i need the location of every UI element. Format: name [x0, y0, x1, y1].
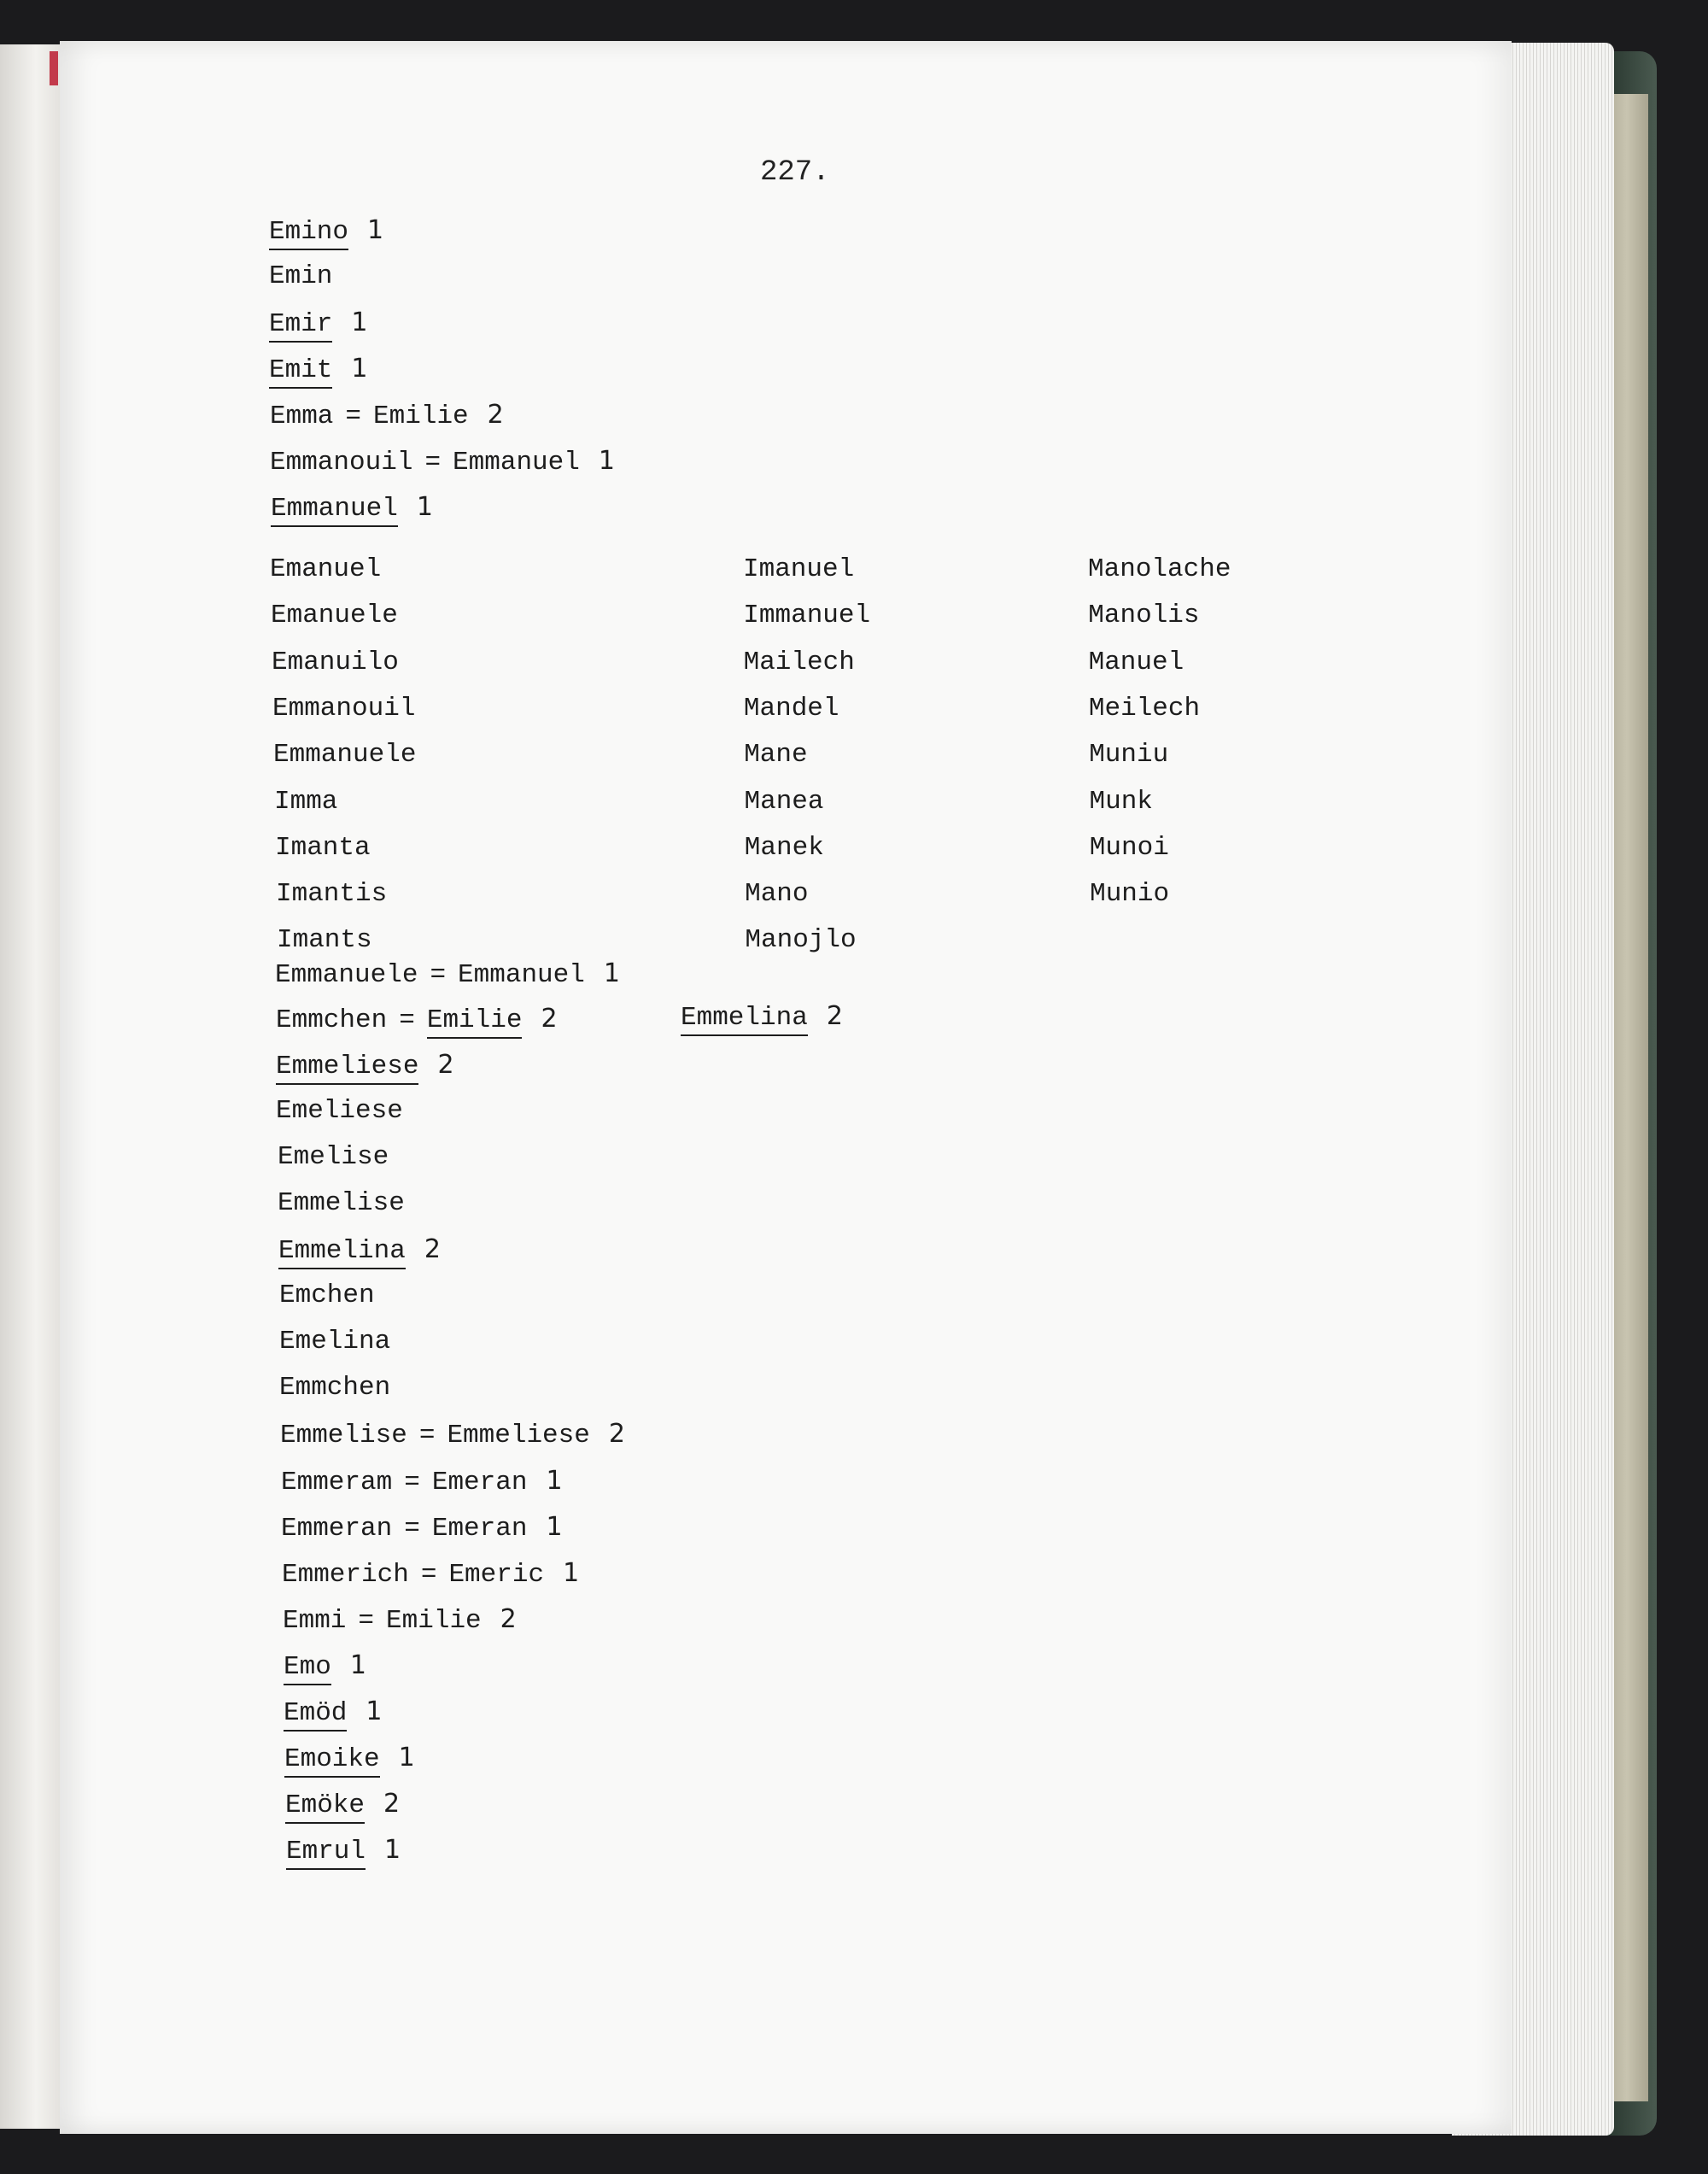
index-entry [276, 1094, 403, 1128]
entry-count: 1 [546, 1512, 563, 1542]
entry-count: 2 [608, 1419, 625, 1449]
entry-name: Emoike [284, 1744, 380, 1778]
variant-name: Emanuilo [272, 647, 399, 677]
equals-sign: = [404, 1468, 420, 1497]
variant-name: Manolache [1088, 554, 1231, 584]
variant-name: Mano [745, 879, 809, 910]
entry-name: Emmanouil [270, 448, 413, 478]
index-entry [269, 352, 368, 388]
index-entry [270, 444, 615, 480]
index-entry [281, 1510, 563, 1546]
entry-count: 2 [487, 400, 504, 430]
variant-name: Emmanuele [273, 740, 417, 771]
entry-name: Emeliese [276, 1096, 403, 1126]
index-entry [282, 1556, 579, 1592]
entry-name: Emmchen [276, 1005, 388, 1035]
entry-count: 1 [351, 308, 368, 337]
variant-name: Meilech [1088, 693, 1201, 724]
equals-sign: = [358, 1606, 375, 1636]
entry-name: Emmeram [281, 1468, 393, 1497]
equals-sign: = [345, 401, 362, 431]
entry-count: 1 [366, 1696, 383, 1726]
entry-name: Emchen [279, 1280, 375, 1310]
index-entry [281, 1464, 563, 1500]
variant-name: Immanuel [743, 601, 871, 631]
variant-name: Munio [1090, 879, 1170, 910]
index-entry [279, 1371, 390, 1405]
entry-name: Emmelina [681, 1003, 808, 1036]
entry-name: Emmelise [280, 1421, 407, 1450]
variant-name: Imanuel [743, 554, 855, 584]
equals-sign: = [418, 1421, 436, 1450]
book-page [60, 41, 1512, 2134]
entry-name: Emmchen [279, 1373, 391, 1403]
index-entry [279, 1325, 390, 1359]
entry-name: Emmelina [278, 1236, 406, 1269]
index-entry [279, 1279, 375, 1313]
entry-count: 1 [598, 446, 615, 476]
variant-name: Imantis [276, 879, 388, 910]
entry-name: Emmanuele [275, 960, 418, 990]
index-entry [280, 1417, 625, 1453]
index-entry [681, 999, 843, 1035]
entry-count: 1 [546, 1466, 563, 1496]
entry-name: Emmeran [281, 1514, 393, 1544]
left-page-edge [0, 44, 62, 2129]
equals-sign: = [399, 1005, 415, 1035]
index-entry [286, 1833, 401, 1869]
entry-count: 1 [351, 354, 368, 384]
entry-target: Emeran [431, 1514, 528, 1544]
variant-name: Munoi [1089, 832, 1169, 863]
variant-name: Manuel [1088, 647, 1184, 677]
entry-name: Emmelise [278, 1188, 405, 1218]
index-entry [276, 1048, 454, 1084]
entry-name: Emelise [278, 1142, 389, 1172]
entry-target: Emilie [373, 401, 469, 431]
entry-name: Emmerich [282, 1560, 409, 1590]
index-entry [275, 957, 620, 993]
entry-name: Emino [269, 217, 348, 250]
equals-sign: = [430, 960, 447, 990]
entry-name: Emo [284, 1652, 331, 1685]
variant-name: Emanuele [271, 601, 398, 631]
entry-count: 1 [367, 215, 384, 245]
index-entry [278, 1140, 389, 1175]
variant-name: Mandel [743, 693, 839, 724]
entry-name: Emir [269, 309, 332, 343]
entry-target: Emmanuel [453, 448, 580, 478]
entry-target: Emeric [448, 1560, 545, 1590]
entry-name: Emmeliese [276, 1052, 418, 1085]
entry-target: Emilie [427, 1005, 523, 1039]
entry-count: 2 [541, 1004, 558, 1034]
variant-name: Munk [1089, 786, 1153, 817]
index-entry [284, 1741, 415, 1777]
variant-name: Manojlo [745, 925, 857, 956]
entry-name: Emin [269, 261, 333, 291]
entry-name: Emöd [284, 1698, 347, 1732]
bookmark-ribbon [50, 51, 58, 85]
index-entry [285, 1787, 400, 1823]
index-entry [283, 1603, 517, 1638]
equals-sign: = [404, 1514, 420, 1544]
index-entry [270, 398, 504, 434]
index-entry [269, 260, 332, 294]
page-number: 227. [760, 156, 830, 189]
index-entry [278, 1187, 405, 1221]
entry-count: 2 [826, 1001, 843, 1031]
variant-name: Emmanouil [272, 693, 416, 724]
equals-sign: = [424, 448, 442, 478]
entry-count: 2 [424, 1234, 441, 1264]
equals-sign: = [420, 1560, 437, 1590]
index-entry [284, 1649, 366, 1685]
entry-count: 1 [563, 1558, 580, 1588]
entry-name: Emöke [285, 1790, 365, 1824]
entry-count: 1 [384, 1835, 401, 1865]
entry-count: 1 [398, 1743, 415, 1773]
index-entry [276, 1002, 558, 1038]
variant-name: Imanta [275, 832, 371, 863]
variant-name: Manolis [1088, 601, 1200, 631]
entry-count: 2 [383, 1789, 401, 1819]
index-entry [278, 1233, 441, 1269]
index-entry [269, 214, 383, 249]
variant-name: Mailech [743, 647, 855, 677]
variant-name: Manek [744, 832, 824, 863]
variant-name: Muniu [1089, 740, 1169, 771]
entry-target: Emmanuel [458, 960, 585, 990]
variant-name: Imma [274, 786, 338, 817]
variant-name: Mane [744, 740, 808, 771]
entry-count: 1 [603, 958, 620, 988]
variant-name: Emanuel [270, 554, 382, 584]
index-entry [269, 306, 368, 342]
entry-target: Emeran [431, 1468, 528, 1497]
entry-name: Emma [270, 401, 334, 431]
index-entry [284, 1695, 383, 1731]
entry-count: 1 [416, 492, 433, 522]
entry-target: Emilie [386, 1606, 482, 1636]
variant-name: Manea [744, 786, 824, 817]
entry-name: Emmi [283, 1606, 347, 1636]
entry-target: Emmeliese [447, 1421, 590, 1450]
entry-name: Emit [269, 355, 332, 389]
entry-count: 2 [437, 1050, 454, 1080]
variant-name: Imants [277, 925, 372, 956]
index-entry [271, 490, 433, 526]
entry-count: 1 [349, 1650, 366, 1680]
entry-count: 2 [500, 1604, 517, 1634]
entry-name: Emrul [286, 1837, 366, 1870]
entry-name: Emmanuel [271, 494, 398, 527]
entry-name: Emelina [279, 1327, 391, 1357]
